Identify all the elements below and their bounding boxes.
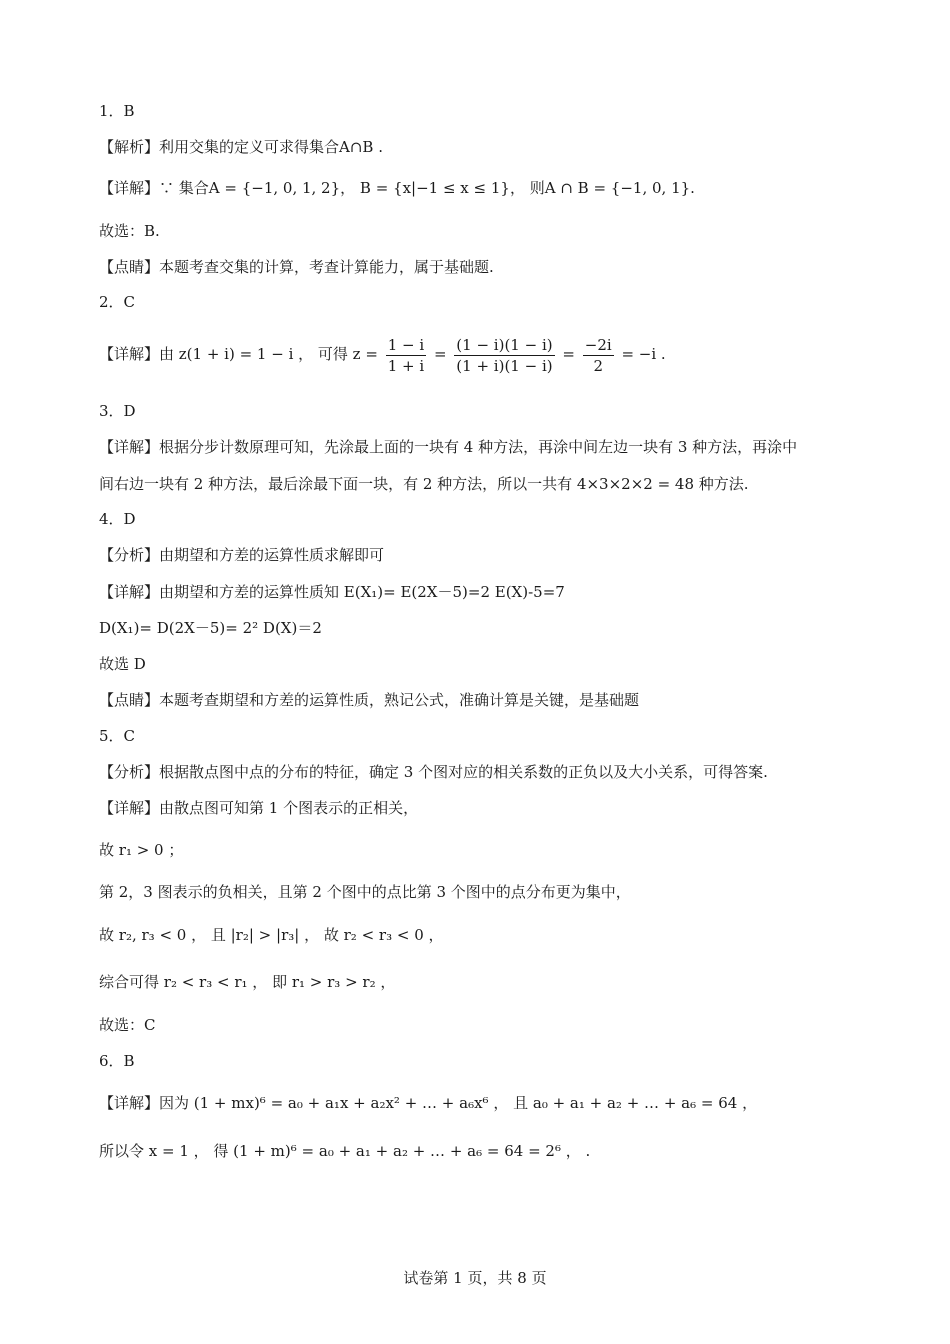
answer-5-summary: 综合可得 r₂ < r₃ < r₁ ， 即 r₁ > r₃ > r₂ ， — [99, 973, 396, 991]
answer-1-detail: 【详解】∵ 集合A = {−1, 0, 1, 2}， B = {x|−1 ≤ x ≤ 1}， 则A ∩ B = {−1, 0, 1}. — [99, 179, 695, 197]
answer-2-detail — [99, 334, 890, 375]
answer-3-heading: 3．D — [99, 402, 136, 420]
fraction-2-denominator: (1 + i)(1 − i) — [456, 356, 553, 375]
answer-1-choice: 故选：B. — [99, 222, 160, 240]
fraction-3 — [583, 336, 614, 375]
answer-5-choice: 故选：C — [99, 1016, 156, 1034]
answer-3-detail-line-1: 【详解】根据分步计数原理可知，先涂最上面的一块有 4 种方法，再涂中间左边一块有 3 种方法，再涂中 — [99, 438, 798, 456]
fraction-3-denominator: 2 — [593, 356, 603, 375]
answer-5-detail: 【详解】由散点图可知第 1 个图表示的正相关， — [99, 799, 419, 817]
answer-1-analysis: 【解析】利用交集的定义可求得集合A∩B . — [99, 138, 383, 156]
page-footer: 试卷第 1 页，共 8 页 — [403, 1269, 547, 1287]
answer-4-heading: 4．D — [99, 510, 136, 528]
answer-5-r1: 故 r₁ > 0 ； — [99, 841, 184, 859]
equals-sign-1: = — [433, 345, 447, 363]
answer-4-choice: 故选 D — [99, 655, 146, 673]
answer-5-negative: 第 2，3 图表示的负相关，且第 2 个图中的点比第 3 个图中的点分布更为集中， — [99, 883, 631, 901]
answer-5-r2-r3: 故 r₂, r₃ < 0 ， 且 |r₂| > |r₃| ， 故 r₂ < r₃ < 0 ， — [99, 926, 444, 944]
answer-2-detail-prefix: 【详解】由 z(1 + i) = 1 − i ， 可得 z = — [99, 345, 378, 363]
fraction-1-denominator: 1 + i — [387, 356, 425, 375]
answer-6-heading: 6．B — [99, 1052, 135, 1070]
fraction-1-numerator: 1 − i — [387, 335, 425, 354]
answer-5-analysis: 【分析】根据散点图中点的分布的特征，确定 3 个图对应的相关系数的正负以及大小关系，可得答案. — [99, 763, 768, 781]
answer-1-heading: 1．B — [99, 102, 135, 120]
answer-1-comment: 【点睛】本题考查交集的计算，考查计算能力，属于基础题. — [99, 258, 494, 276]
answer-4-analysis: 【分析】由期望和方差的运算性质求解即可 — [99, 546, 385, 564]
fraction-1 — [386, 336, 426, 375]
answer-4-variance: D(X₁)= D(2X－5)= 2² D(X)＝2 — [99, 619, 322, 637]
answer-6-substitution: 所以令 x = 1 ， 得 (1 + m)⁶ = a₀ + a₁ + a₂ + … + a₆ = 64 = 2⁶ ， . — [99, 1142, 591, 1160]
answer-2-detail-suffix: = −i . — [621, 345, 666, 363]
fraction-3-numerator: −2i — [584, 335, 612, 354]
answer-6-detail: 【详解】因为 (1 + mx)⁶ = a₀ + a₁x + a₂x² + … + a₆x⁶ ， 且 a₀ + a₁ + a₂ + … + a₆ = 64 ， — [99, 1094, 758, 1112]
answer-4-detail: 【详解】由期望和方差的运算性质知 E(X₁)= E(2X－5)=2 E(X)-5=7 — [99, 583, 565, 601]
answer-2-heading: 2．C — [99, 293, 136, 311]
answer-4-comment: 【点睛】本题考查期望和方差的运算性质，熟记公式，准确计算是关键，是基础题 — [99, 691, 640, 709]
equals-sign-2: = — [562, 345, 575, 363]
fraction-2-numerator: (1 − i)(1 − i) — [456, 335, 553, 354]
fraction-2 — [454, 336, 554, 375]
answer-3-detail-line-2: 间右边一块有 2 种方法，最后涂最下面一块，有 2 种方法，所以一共有 4×3×2×2 = 48 种方法. — [99, 475, 749, 493]
answer-5-heading: 5．C — [99, 727, 136, 745]
